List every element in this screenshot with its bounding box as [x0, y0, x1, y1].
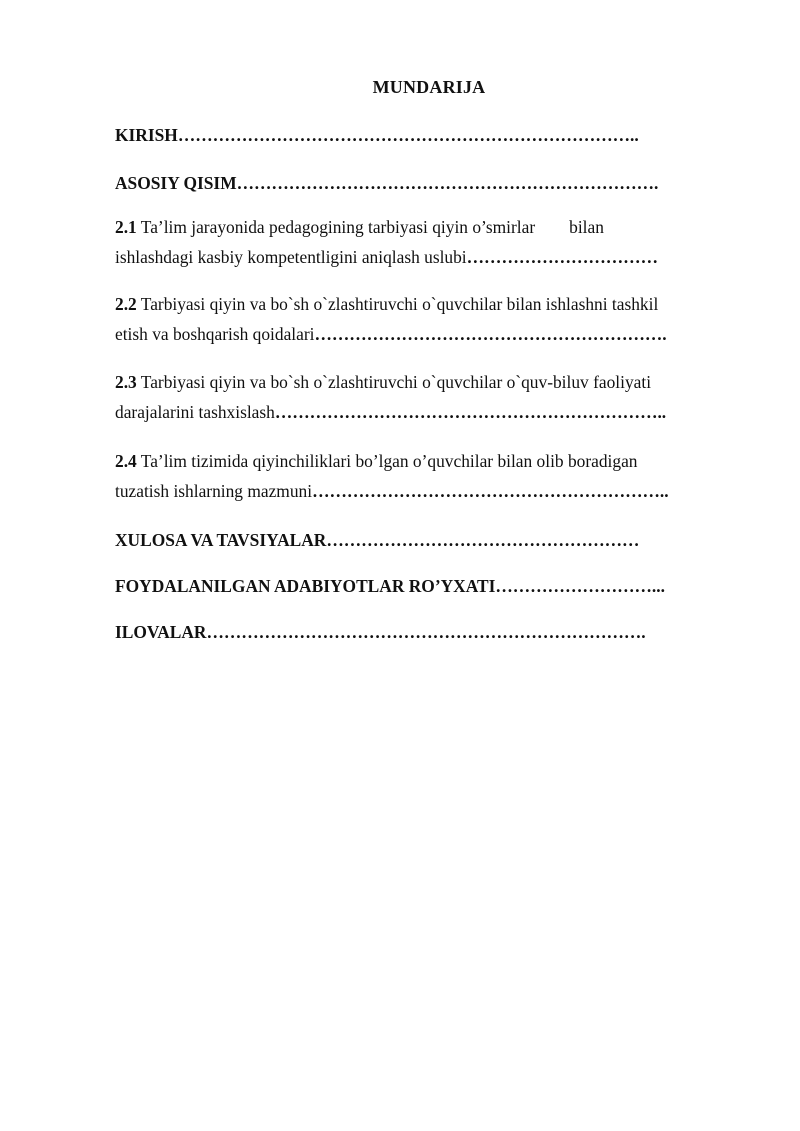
- section-number: 2.4: [115, 451, 137, 471]
- section-title-line2: darajalarini tashxislash: [115, 402, 275, 422]
- toc-leader-dots: ………………………………………………………………….: [206, 622, 646, 642]
- toc-entry-ilovalar: [115, 617, 715, 647]
- toc-leader-dots: ……………………………………………………………………..: [177, 125, 639, 145]
- toc-entry-2-2: [115, 289, 715, 349]
- section-title-line1: Tarbiyasi qiyin va bo`sh o`zlashtiruvchi o`quvchilar bilan ishlashni tashkil: [140, 294, 659, 314]
- toc-entry-2-4: [115, 446, 715, 506]
- toc-line: [115, 242, 715, 272]
- toc-label: KIRISH: [115, 125, 178, 145]
- toc-leader-dots: ………………………...: [495, 576, 665, 596]
- toc-entry-asosiy-qisim: [115, 168, 715, 198]
- toc-line: [115, 446, 715, 476]
- toc-line: [115, 289, 715, 319]
- toc-leader-dots: ……………………………………………………………….: [236, 173, 659, 193]
- section-title-line1: Tarbiyasi qiyin va bo`sh o`zlashtiruvchi o`quvchilar o`quv-biluv faoliyati: [140, 372, 652, 392]
- toc-label: ASOSIY QISIM: [115, 173, 237, 193]
- section-number: 2.2: [115, 294, 137, 314]
- toc-entry-2-3: [115, 367, 715, 427]
- toc-line: [115, 367, 715, 397]
- toc-line: [115, 397, 715, 427]
- toc-line: [115, 319, 715, 349]
- section-number: 2.3: [115, 372, 137, 392]
- toc-entry-xulosa: [115, 525, 715, 555]
- toc-leader-dots: …………………………………………………………..: [274, 402, 667, 422]
- section-title-line1: Ta’lim tizimida qiyinchiliklari bo’lgan o’quvchilar bilan olib boradigan: [140, 451, 638, 471]
- toc-label: FOYDALANILGAN ADABIYOTLAR RO’YXATI: [115, 576, 496, 596]
- toc-leader-dots: …………………………………………………….: [314, 324, 667, 344]
- toc-line: [115, 212, 715, 242]
- toc-label: XULOSA VA TAVSIYALAR: [115, 530, 327, 550]
- toc-leader-dots: ……………………………………………………..: [312, 481, 669, 501]
- toc-leader-dots: ……………………………: [466, 247, 658, 267]
- toc-line: [115, 476, 715, 506]
- section-title-line2: ishlashdagi kasbiy kompetentligini aniqlash uslubi: [115, 247, 467, 267]
- toc-entry-kirish: [115, 120, 715, 150]
- section-number: 2.1: [115, 217, 137, 237]
- toc-entry-2-1: [115, 212, 715, 272]
- section-title-line1-end: bilan: [569, 217, 604, 237]
- toc-label: ILOVALAR: [115, 622, 207, 642]
- toc-leader-dots: ………………………………………………: [326, 530, 640, 550]
- toc-entry-foydalanilgan-adabiyotlar: [115, 571, 715, 601]
- page-title: MUNDARIJA: [372, 77, 486, 97]
- section-title-line1: Ta’lim jarayonida pedagogining tarbiyasi qiyin o’smirlar: [140, 217, 536, 237]
- section-title-line2: tuzatish ishlarning mazmuni: [115, 481, 313, 501]
- section-title-line2: etish va boshqarish qoidalari: [115, 324, 315, 344]
